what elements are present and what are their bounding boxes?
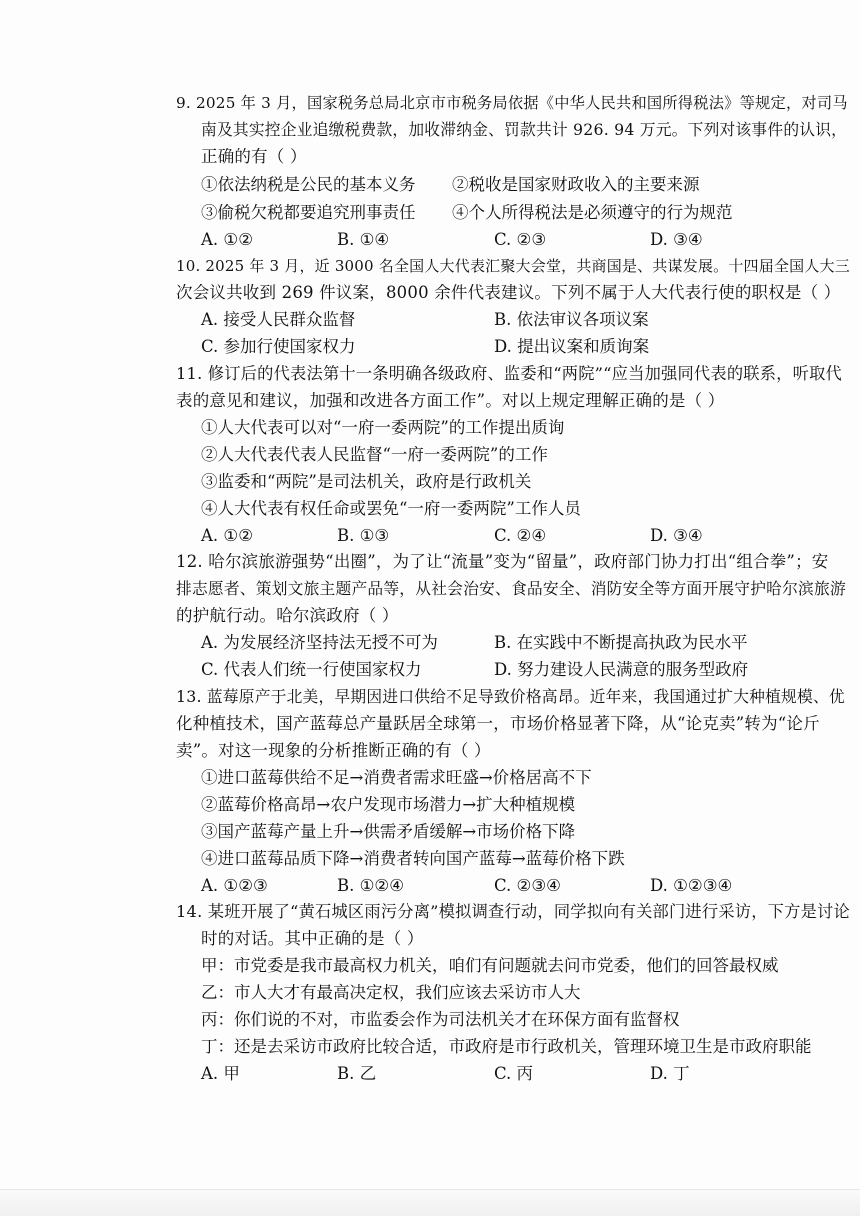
q10-choice-c: C. 参加行使国家权力	[201, 337, 356, 356]
q11-choice-d: D. ③④	[650, 526, 703, 545]
q12-stem-line-3: 的护航行动。哈尔滨政府（ ）	[176, 606, 399, 625]
q13-statement-2: ②蓝莓价格高昂→农户发现市场潜力→扩大种植规模	[201, 795, 576, 814]
q14-choice-c: C. 丙	[494, 1064, 534, 1083]
q10-stem-line-1: 10. 2025 年 3 月，近 3000 名全国人大代表汇聚大会堂，共商国是、共谋发展。十四届全国人大三	[176, 257, 850, 275]
q9-choice-a: A. ①②	[201, 230, 253, 249]
q13-stem-line-2: 化种植技术，国产蓝莓总产量跃居全球第一，市场价格显著下降，从“论克卖”转为“论斤	[176, 714, 820, 733]
q10-choice-b: B. 依法审议各项议案	[494, 310, 649, 329]
page-bottom-edge	[0, 1189, 860, 1216]
q14-choice-b: B. 乙	[337, 1064, 377, 1083]
q12-stem-line-2: 排志愿者、策划文旅主题产品等，从社会治安、食品安全、消防安全等方面开展守护哈尔滨旅游	[176, 579, 846, 598]
q14-dialogue-4: 丁：还是去采访市政府比较合适，市政府是市行政机关，管理环境卫生是市政府职能	[201, 1037, 812, 1056]
q9-choice-b: B. ①④	[337, 230, 390, 249]
q9-statement-2: ②税收是国家财政收入的主要来源	[452, 175, 700, 194]
q13-statement-3: ③国产蓝莓产量上升→供需矛盾缓解→市场价格下降	[201, 822, 576, 841]
q9-stem-line-3: 正确的有（ ）	[201, 147, 307, 166]
q14-dialogue-3: 丙：你们说的不对，市监委会作为司法机关才在环保方面有监督权	[201, 1010, 680, 1029]
q13-statement-1: ①进口蓝莓供给不足→消费者需求旺盛→价格居高不下	[201, 768, 592, 787]
q13-choice-b: B. ①②④	[337, 876, 404, 895]
q13-stem-line-3: 卖”。对这一现象的分析推断正确的有（ ）	[176, 741, 491, 760]
q9-statement-3: ③偷税欠税都要追究刑事责任	[201, 203, 416, 222]
q14-stem-line-1: 14. 某班开展了“黄石城区雨污分离”模拟调查行动，同学拟向有关部门进行采访，下方是讨论	[176, 902, 850, 921]
q13-choice-d: D. ①②③④	[650, 876, 733, 895]
q14-stem-line-2: 时的对话。其中正确的是（ ）	[201, 929, 424, 948]
q11-choice-b: B. ①③	[337, 526, 390, 545]
q13-statement-4: ④进口蓝莓品质下降→消费者转向国产蓝莓→蓝莓价格下跌	[201, 849, 625, 868]
q11-choice-a: A. ①②	[201, 526, 253, 545]
q11-statement-4: ④人大代表有权任命或罢免“一府一委两院”工作人员	[201, 499, 581, 518]
q14-dialogue-1: 甲：市党委是我市最高权力机关，咱们有问题就去问市党委，他们的回答最权威	[201, 956, 779, 975]
q9-stem-line-2: 南及其实控企业追缴税费款，加收滞纳金、罚款共计 926. 94 万元。下列对该事件的认识，	[201, 120, 848, 139]
q13-choice-c: C. ②③④	[494, 876, 561, 895]
q12-choice-d: D. 努力建设人民满意的服务型政府	[494, 660, 749, 679]
q11-choice-c: C. ②④	[494, 526, 547, 545]
q10-stem-line-2: 次会议共收到 269 件议案，8000 余件代表建议。下列不属于人大代表行使的职权是（ ）	[176, 283, 841, 302]
q12-choice-a: A. 为发展经济坚持法无授不可为	[201, 633, 438, 652]
q12-choice-c: C. 代表人们统一行使国家权力	[201, 660, 422, 679]
q12-stem-line-1: 12. 哈尔滨旅游强势“出圈”，为了让“流量”变为“留量”，政府部门协力打出“组合拳”；安	[176, 552, 829, 571]
q10-choice-a: A. 接受人民群众监督	[201, 310, 356, 329]
q9-statement-1: ①依法纳税是公民的基本义务	[201, 175, 416, 194]
q14-dialogue-2: 乙：市人大才有最高决定权，我们应该去采访市人大	[201, 983, 581, 1002]
q13-stem-line-1: 13. 蓝莓原产于北美，早期因进口供给不足导致价格高昂。近年来，我国通过扩大种植规模、优	[176, 687, 845, 706]
q14-choice-d: D. 丁	[650, 1064, 690, 1083]
q13-choice-a: A. ①②③	[201, 876, 268, 895]
q11-stem-line-1: 11. 修订后的代表法第十一条明确各级政府、监委和“两院”“应当加强同代表的联系，听取代	[176, 364, 842, 383]
q11-statement-3: ③监委和“两院”是司法机关，政府是行政机关	[201, 472, 532, 491]
q11-stem-line-2: 表的意见和建议，加强和改进各方面工作”。对以上规定理解正确的是（ ）	[176, 391, 725, 410]
q9-choice-c: C. ②③	[494, 230, 547, 249]
q14-choice-a: A. 甲	[201, 1064, 240, 1083]
q9-statement-4: ④个人所得税法是必须遵守的行为规范	[452, 203, 733, 222]
q9-choice-d: D. ③④	[650, 230, 703, 249]
q9-stem-line-1: 9. 2025 年 3 月，国家税务总局北京市市税务局依据《中华人民共和国所得税法》等规定，对司马	[176, 94, 848, 112]
q11-statement-1: ①人大代表可以对“一府一委两院”的工作提出质询	[201, 418, 565, 437]
q10-choice-d: D. 提出议案和质询案	[494, 337, 650, 356]
q12-choice-b: B. 在实践中不断提高执政为民水平	[494, 633, 748, 652]
q11-statement-2: ②人大代表代表人民监督“一府一委两院”的工作	[201, 445, 548, 464]
